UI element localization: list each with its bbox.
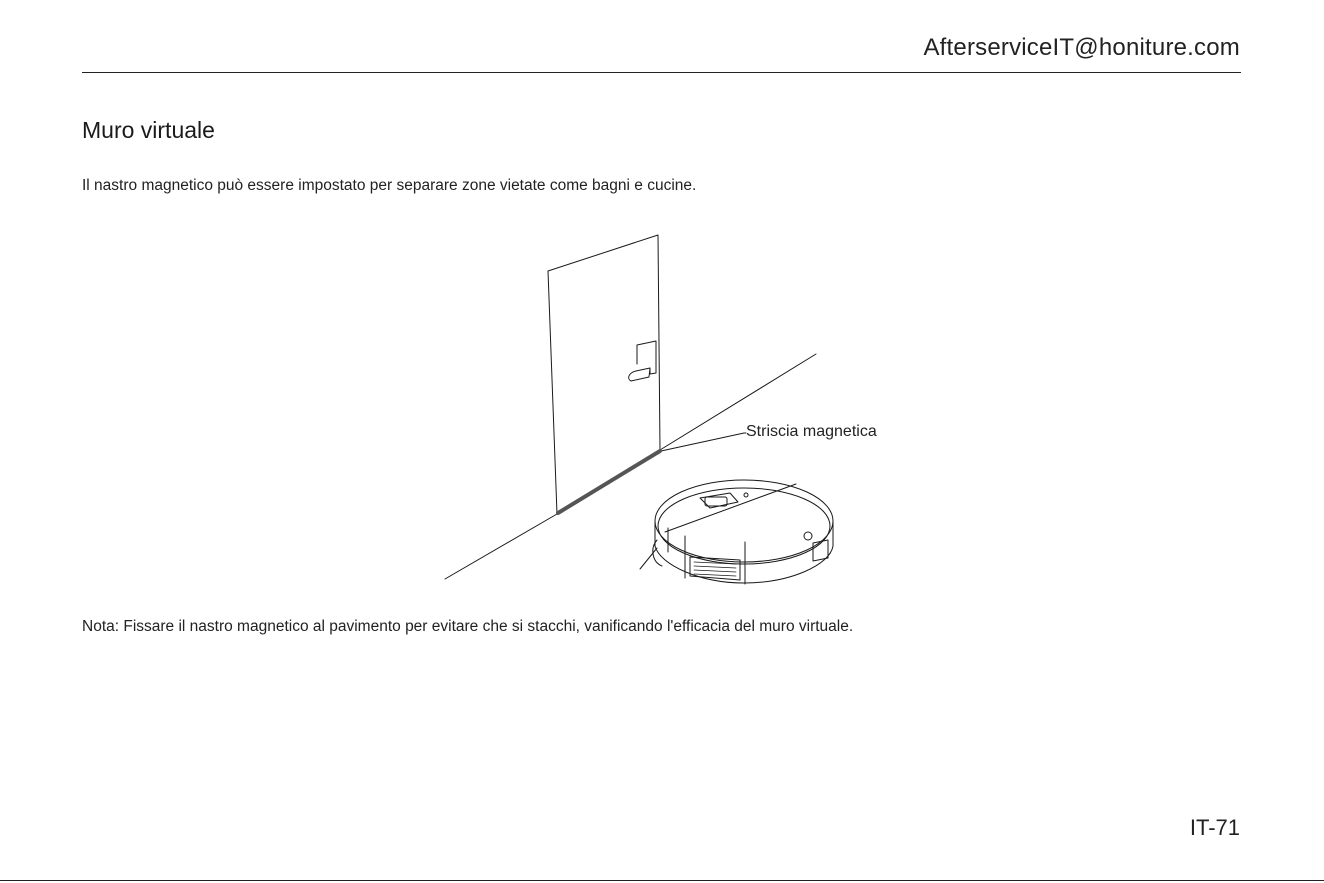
header-divider xyxy=(82,72,1241,73)
door xyxy=(548,235,660,514)
magnetic-strip xyxy=(558,451,660,513)
floor-line-left xyxy=(445,514,557,579)
door-handle xyxy=(629,341,656,381)
page-number: IT-71 xyxy=(1189,815,1240,840)
intro-paragraph: Il nastro magnetico può essere impostato per separare zone vietate come bagni e cucine. xyxy=(82,177,697,194)
bottom-divider xyxy=(0,880,1324,881)
header-email: AfterserviceIT@honiture.com xyxy=(923,34,1240,61)
note-paragraph: Nota: Fissare il nastro magnetico al pavimento per evitare che si stacchi, vanificando l'efficacia del muro virtuale. xyxy=(82,618,854,635)
magnetic-strip-label: Striscia magnetica xyxy=(746,423,877,440)
section-title: Muro virtuale xyxy=(82,117,215,143)
robot-top xyxy=(655,480,833,562)
virtual-wall-illustration xyxy=(440,232,840,592)
